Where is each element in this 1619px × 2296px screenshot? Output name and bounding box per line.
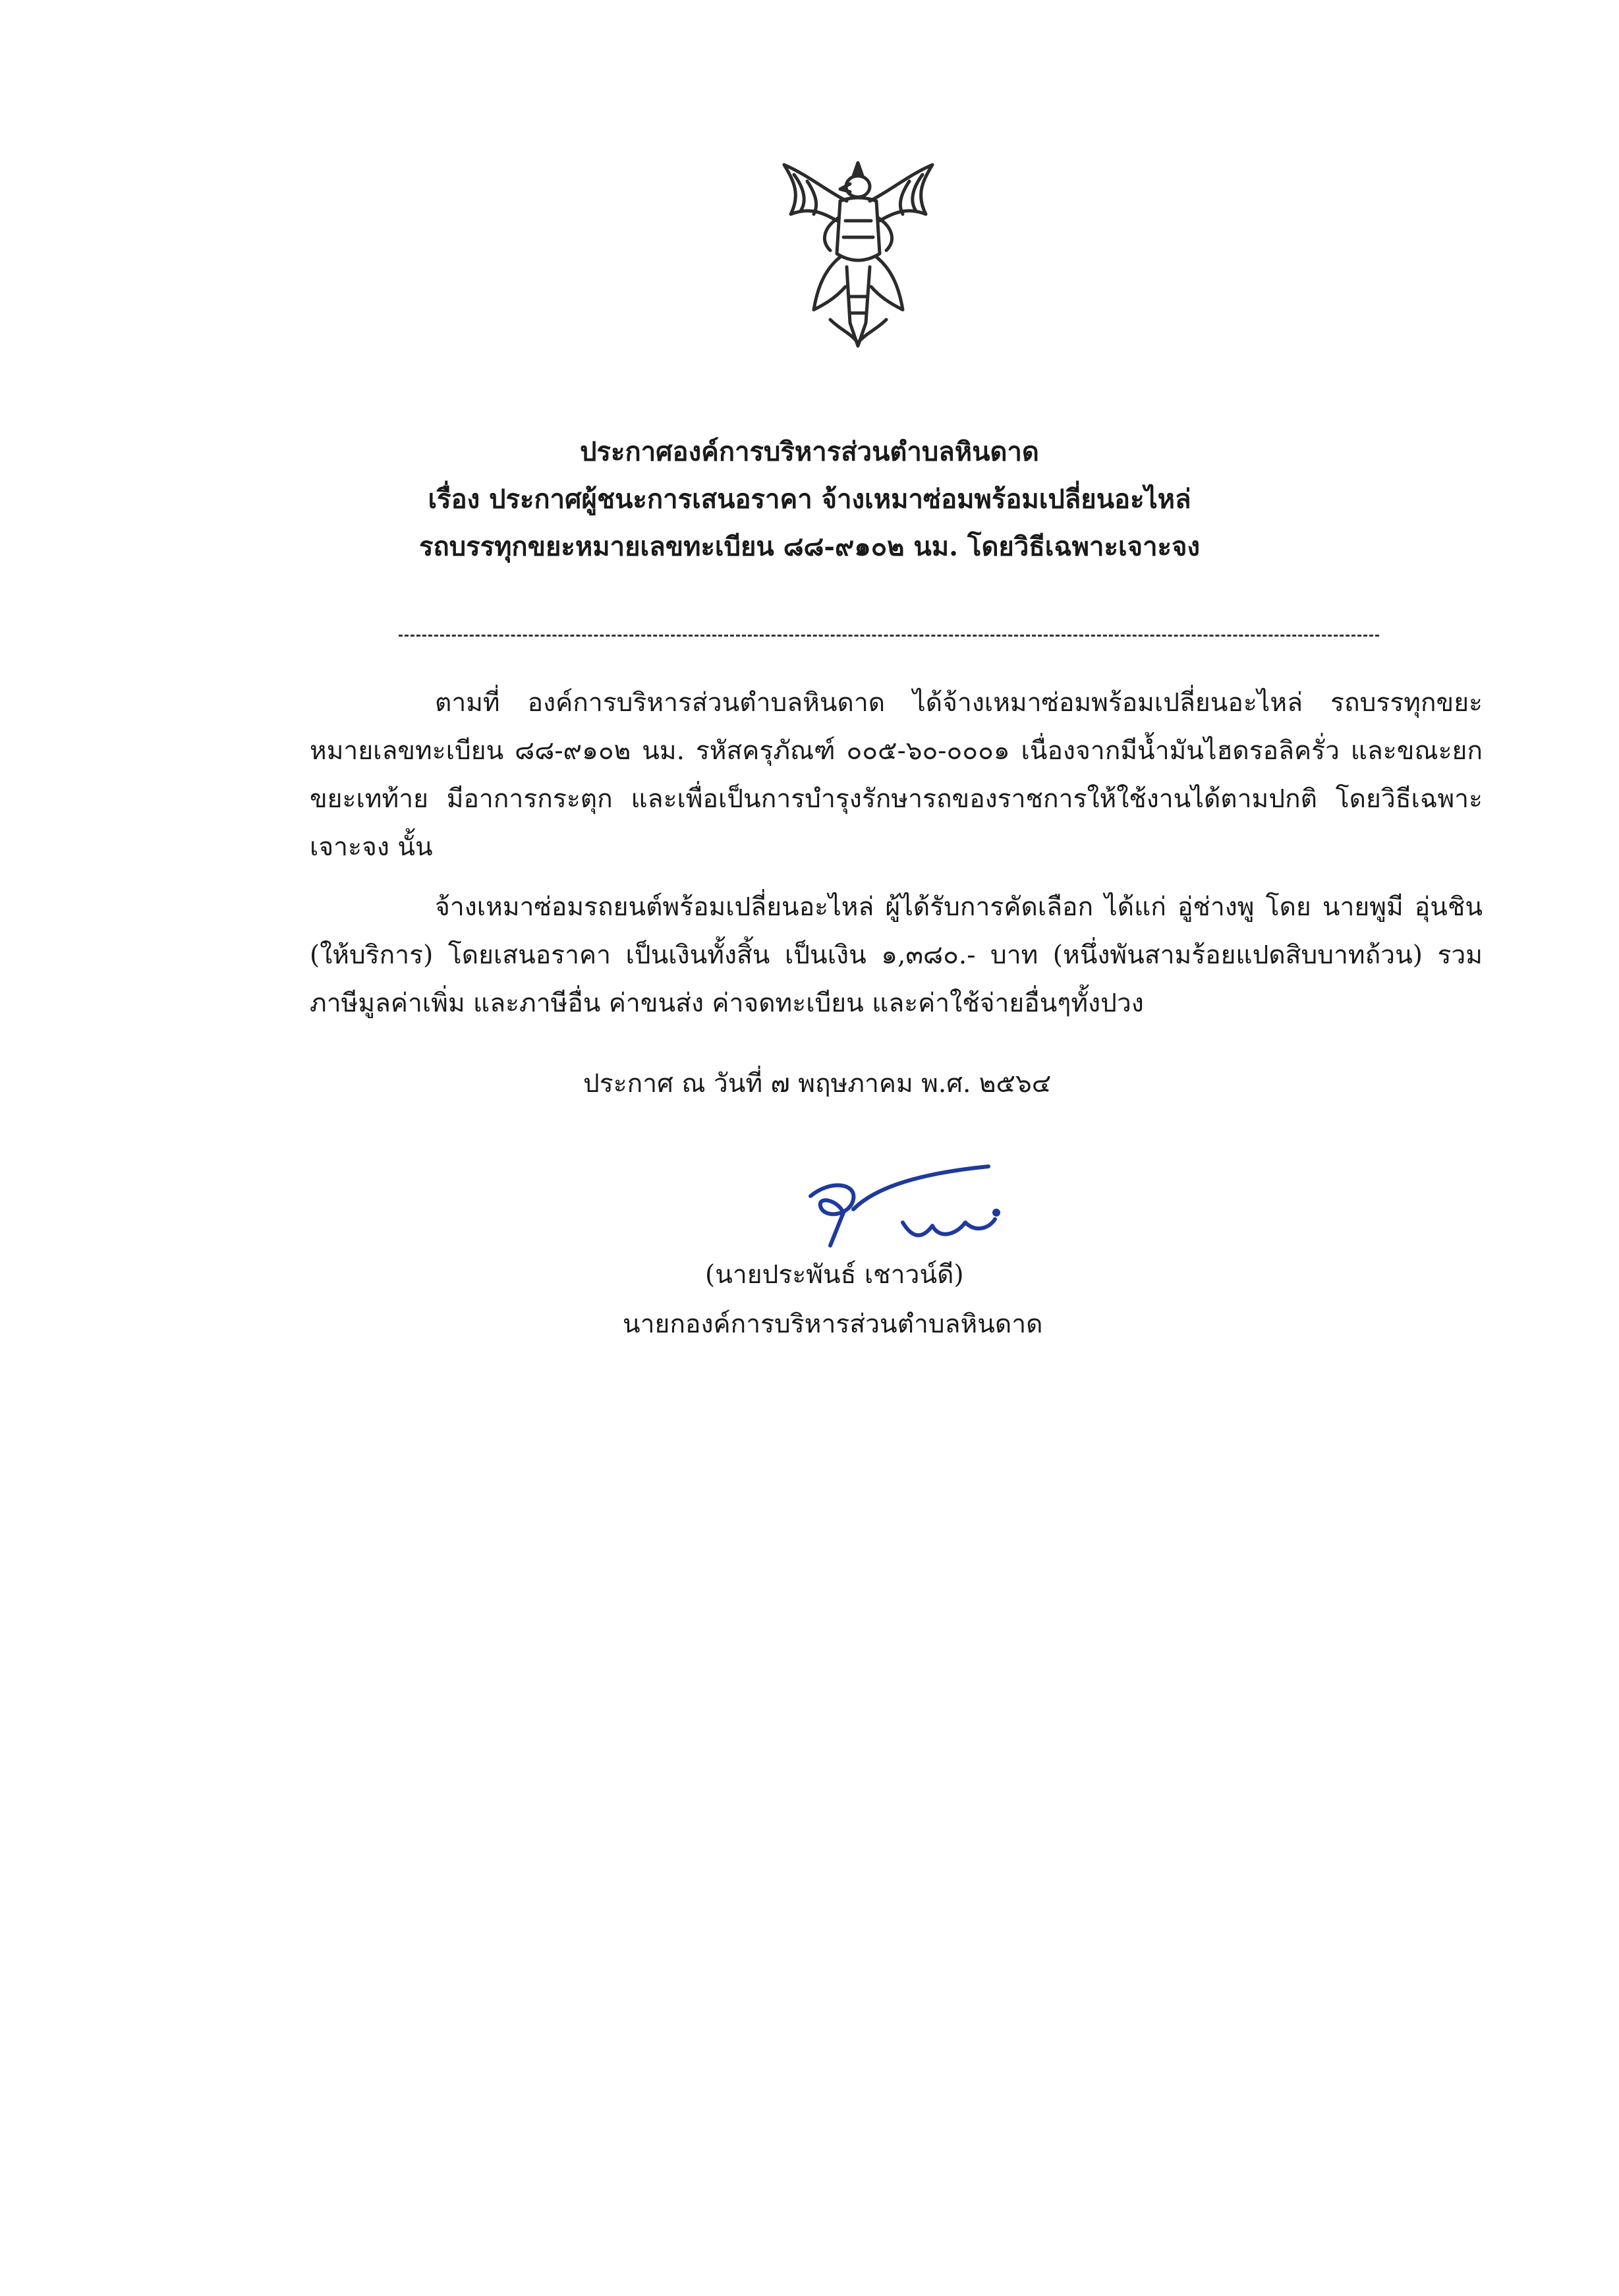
body-paragraph-2-text: จ้างเหมาซ่อมรถยนต์พร้อมเปลี่ยนอะไหล่ ผู้ได้รับการคัดเลือก ได้แก่ อู่ช่างพู โดย นายพูมี อุ่นชิน (ให้บริการ) โดยเสนอราคา เป็นเงินทั้งสิ้น เป็นเงิน ๑,๓๘๐.- บาท (หนึ่งพันสามร้อยแปดสิบบาทถ้วน) รวมภาษีมูลค่าเพิ่ม และภาษีอื่น ค่าขนส่ง ค่าจดทะเบียน และค่าใช้จ่ายอื่นๆทั้งปวง: [310, 892, 1483, 1018]
body-paragraph-2: [310, 883, 1483, 1027]
announcement-subject-continued: รถบรรทุกขยะหมายเลขทะเบียน ๘๘-๙๑๐๒ นม. โดยวิธีเฉพาะเจาะจง: [419, 531, 1200, 562]
body-paragraph-1: [310, 679, 1483, 871]
signer-name: (นายประพันธ์ เชาวน์ดี): [705, 1260, 964, 1290]
announcement-subject: เรื่อง ประกาศผู้ชนะการเสนอราคา จ้างเหมาซ่อมพร้อมเปลี่ยนอะไหล่: [428, 484, 1191, 515]
announcement-date: ประกาศ ณ วันที่ ๗ พฤษภาคม พ.ศ. ๒๕๖๔: [583, 1069, 1052, 1099]
dashed-divider: [399, 635, 1379, 637]
garuda-emblem-icon: [768, 155, 949, 353]
announcement-title: ประกาศองค์การบริหารส่วนตำบลหินดาด: [580, 436, 1039, 467]
body-paragraph-1-text: ตามที่ องค์การบริหารส่วนตำบลหินดาด ได้จ้างเหมาซ่อมพร้อมเปลี่ยนอะไหล่ รถบรรทุกขยะหมายเลขทะเบียน ๘๘-๙๑๐๒ นม. รหัสครุภัณฑ์ ๐๐๕-๖๐-๐๐๐๑ เนื่องจากมีน้ำมันไฮดรอลิครั่ว และขณะยกขยะเทท้าย มีอาการกระตุก และเพื่อเป็นการบำรุงรักษารถของราชการให้ใช้งานได้ตามปกติ โดยวิธีเฉพาะเจาะจง นั้น: [310, 688, 1483, 862]
signer-position: นายกองค์การบริหารส่วนตำบลหินดาด: [623, 1309, 1043, 1339]
handwritten-signature-icon: [791, 1160, 1041, 1252]
